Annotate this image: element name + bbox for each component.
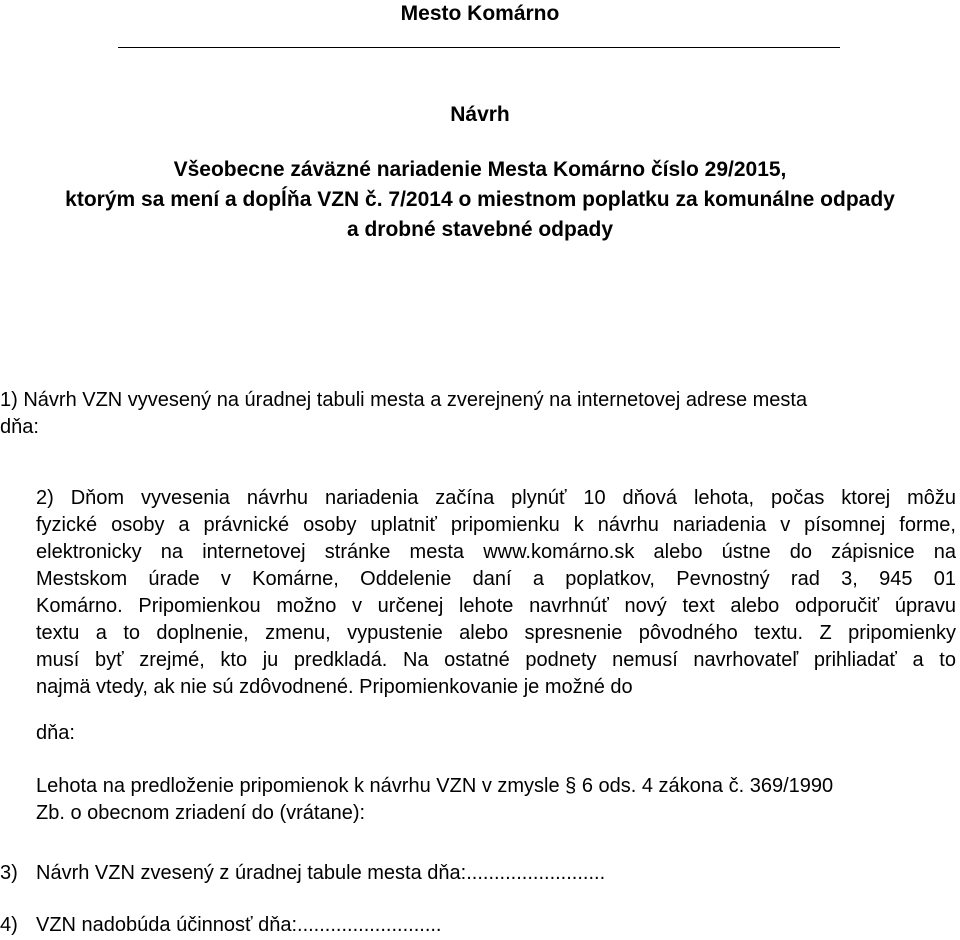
section-2-line-8: najmä vtedy, ak nie sú zdôvodnené. Pripomienkovanie je možné do <box>36 676 633 698</box>
section-2-date-label: dňa: <box>36 722 75 744</box>
document-title <box>0 155 960 245</box>
section-1-date-label: dňa: <box>0 416 39 438</box>
deadline-line-2: Zb. o obecnom zriadení do (vrátane): <box>36 802 366 824</box>
header-divider <box>118 47 840 48</box>
section-2-line-4: Mestskom úrade v Komárne, Oddelenie daní a poplatkov, Pevnostný rad 3, 945 01 <box>36 568 956 590</box>
section-2-line-2: fyzické osoby a právnické osoby uplatniť pripomienku k návrhu nariadenia v písomnej forme, <box>36 514 956 536</box>
title-line-3: a drobné stavebné odpady <box>346 218 614 241</box>
section-2-deadline <box>36 773 833 827</box>
section-1-line-1: 1) Návrh VZN vyvesený na úradnej tabuli mesta a zverejnený na internetovej adrese mesta <box>0 389 808 411</box>
section-1 <box>0 387 807 441</box>
draft-label: Návrh <box>450 103 510 126</box>
title-line-2: ktorým sa mení a dopĺňa VZN č. 7/2014 o miestnom poplatku za komunálne odpady <box>65 188 895 211</box>
section-2-line-1: 2) Dňom vyvesenia návrhu nariadenia začína plynúť 10 dňová lehota, počas ktorej môžu <box>36 487 956 509</box>
section-3-number: 3) <box>0 862 18 884</box>
section-2-line-6: textu a to doplnenie, zmenu, vypustenie alebo spresnenie pôvodného textu. Z pripomienky <box>36 622 956 644</box>
section-3 <box>0 860 605 887</box>
section-2-paragraph <box>36 485 956 701</box>
section-4-number: 4) <box>0 914 18 936</box>
section-2-line-5: Komárno. Pripomienkou možno v určenej lehote navrhnúť nový text alebo odporučiť úpravu <box>36 595 956 617</box>
title-line-1: Všeobecne záväzné nariadenie Mesta Komárno číslo 29/2015, <box>173 158 787 181</box>
section-4 <box>0 912 442 939</box>
deadline-line-1: Lehota na predloženie pripomienok k návrhu VZN v zmysle § 6 ods. 4 zákona č. 369/1990 <box>36 775 834 797</box>
municipality-header: Mesto Komárno <box>400 2 560 25</box>
section-2-line-3: elektronicky na internetovej stránke mesta www.komárno.sk alebo ústne do zápisnice na <box>36 541 956 563</box>
section-4-text: VZN nadobúda účinnosť dňa:.......................... <box>36 914 442 936</box>
section-3-text: Návrh VZN zvesený z úradnej tabule mesta dňa:......................... <box>36 862 606 884</box>
section-2-line-7: musí byť zrejmé, kto ju predkladá. Na ostatné podnety nemusí navrhovateľ prihliadať a to <box>36 649 956 671</box>
